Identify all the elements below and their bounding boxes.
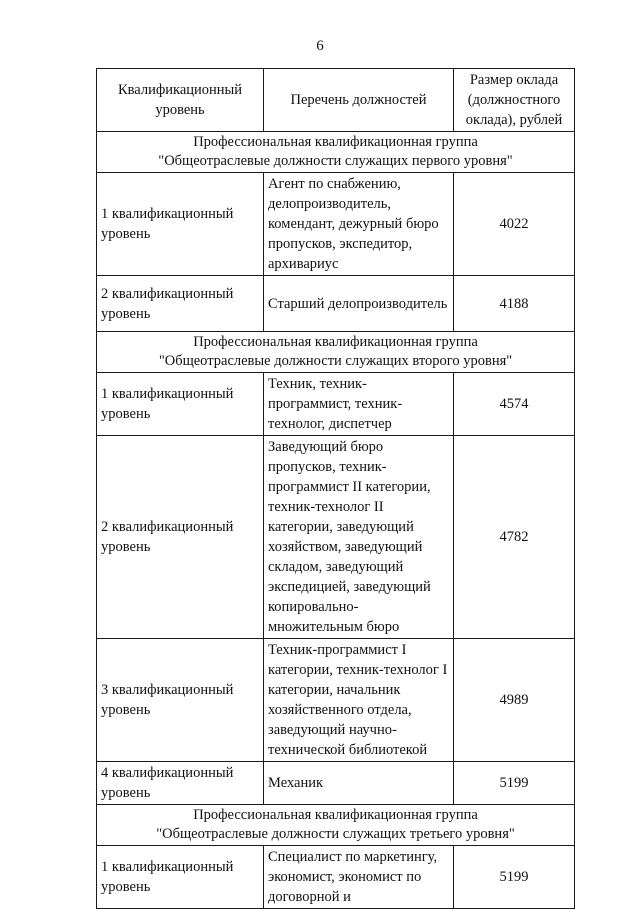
positions-cell: Заведующий бюро пропусков, техник-программист II категории, техник-технолог II категории, заведующий хозяйством, заведующий складом, заведующий экспедицией, заведующий копировально-множительным бюро (264, 436, 454, 639)
salary-cell: 4188 (454, 276, 575, 332)
table-row (97, 436, 575, 639)
header-positions: Перечень должностей (264, 69, 454, 132)
level-cell: 4 квалификационный уровень (97, 762, 264, 805)
salary-cell: 4022 (454, 173, 575, 276)
group-title: Профессиональная квалификационная группа "Общеотраслевые должности служащих второго уровня" (97, 332, 575, 373)
salary-cell: 5199 (454, 762, 575, 805)
table-row (97, 639, 575, 762)
header-level: Квалификационный уровень (97, 69, 264, 132)
salary-cell: 4782 (454, 436, 575, 639)
table-row (97, 276, 575, 332)
level-cell: 2 квалификационный уровень (97, 276, 264, 332)
header-salary: Размер оклада (должностного оклада), рублей (454, 69, 575, 132)
table-row (97, 173, 575, 276)
positions-cell: Техник, техник-программист, техник-технолог, диспетчер (264, 373, 454, 436)
level-cell: 3 квалификационный уровень (97, 639, 264, 762)
group-header-row (97, 332, 575, 373)
table-row (97, 846, 575, 909)
level-cell: 1 квалификационный уровень (97, 173, 264, 276)
salary-cell: 5199 (454, 846, 575, 909)
table-row (97, 373, 575, 436)
level-cell: 1 квалификационный уровень (97, 373, 264, 436)
positions-cell: Старший делопроизводитель (264, 276, 454, 332)
level-cell: 2 квалификационный уровень (97, 436, 264, 639)
positions-cell: Агент по снабжению, делопроизводитель, комендант, дежурный бюро пропусков, экспедитор, архивариус (264, 173, 454, 276)
group-title: Профессиональная квалификационная группа "Общеотраслевые должности служащих первого уровня" (97, 132, 575, 173)
table-header-row (97, 69, 575, 132)
positions-cell: Механик (264, 762, 454, 805)
group-title: Профессиональная квалификационная группа "Общеотраслевые должности служащих третьего уровня" (97, 805, 575, 846)
table-row (97, 762, 575, 805)
positions-cell: Специалист по маркетингу, экономист, экономист по договорной и (264, 846, 454, 909)
group-header-row (97, 132, 575, 173)
positions-cell: Техник-программист I категории, техник-технолог I категории, начальник хозяйственного отдела, заведующий научно-технической библиотекой (264, 639, 454, 762)
salary-cell: 4989 (454, 639, 575, 762)
level-cell: 1 квалификационный уровень (97, 846, 264, 909)
salary-table (96, 68, 575, 909)
salary-cell: 4574 (454, 373, 575, 436)
group-header-row (97, 805, 575, 846)
page-number: 6 (316, 38, 324, 54)
